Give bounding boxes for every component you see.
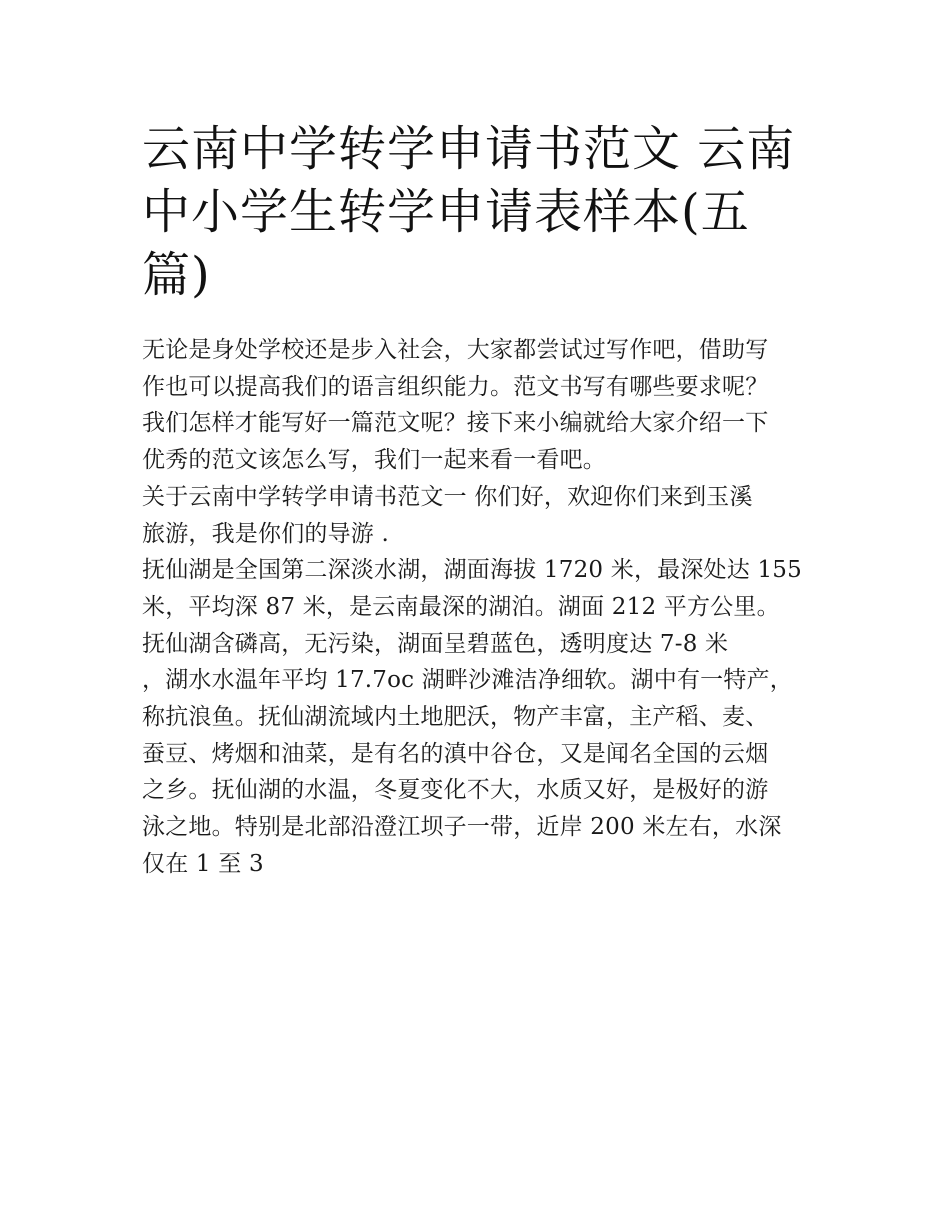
document-title	[142, 118, 822, 307]
title-line: 云南中学转学申请书范文 云南	[142, 121, 796, 177]
body-line: 作也可以提高我们的语言组织能力。范文书写有哪些要求呢？	[142, 373, 769, 400]
body-line: 泳之地。特别是北部沿澄江坝子一带，近岸 200 米左右，水深	[142, 814, 782, 841]
body-line: ，湖水水温年平均 17.7oc 湖畔沙滩洁净细软。湖中有一特产，	[142, 667, 793, 694]
body-line: 我们怎样才能写好一篇范文呢？接下来小编就给大家介绍一下	[142, 410, 769, 437]
body-line: 关于云南中学转学申请书范文一 你们好，欢迎你们来到玉溪	[142, 483, 753, 510]
body-line: 仅在 1 至 3	[142, 850, 264, 877]
body-line: 无论是身处学校还是步入社会，大家都尝试过写作吧，借助写	[142, 337, 769, 363]
title-line: 中小学生转学申请表样本(五	[142, 184, 750, 240]
document-page	[142, 118, 822, 883]
title-line: 篇)	[142, 247, 211, 303]
body-line: 优秀的范文该怎么写，我们一起来看一看吧。	[142, 447, 606, 474]
body-line: 米，平均深 87 米，是云南最深的湖泊。湖面 212 平方公里。	[142, 593, 780, 620]
body-line: 抚仙湖含磷高，无污染，湖面呈碧蓝色，透明度达 7-8 米	[142, 630, 729, 657]
body-line: 蚕豆、烤烟和油菜，是有名的滇中谷仓，又是闻名全国的云烟	[142, 740, 769, 767]
document-body	[142, 332, 822, 883]
body-line: 旅游，我是你们的导游 .	[142, 520, 390, 547]
body-line: 称抗浪鱼。抚仙湖流域内土地肥沃，物产丰富，主产稻、麦、	[142, 704, 769, 731]
body-line: 抚仙湖是全国第二深淡水湖，湖面海拔 1720 米，最深处达 155	[142, 557, 802, 584]
body-line: 之乡。抚仙湖的水温，冬夏变化不大，水质又好，是极好的游	[142, 777, 769, 804]
